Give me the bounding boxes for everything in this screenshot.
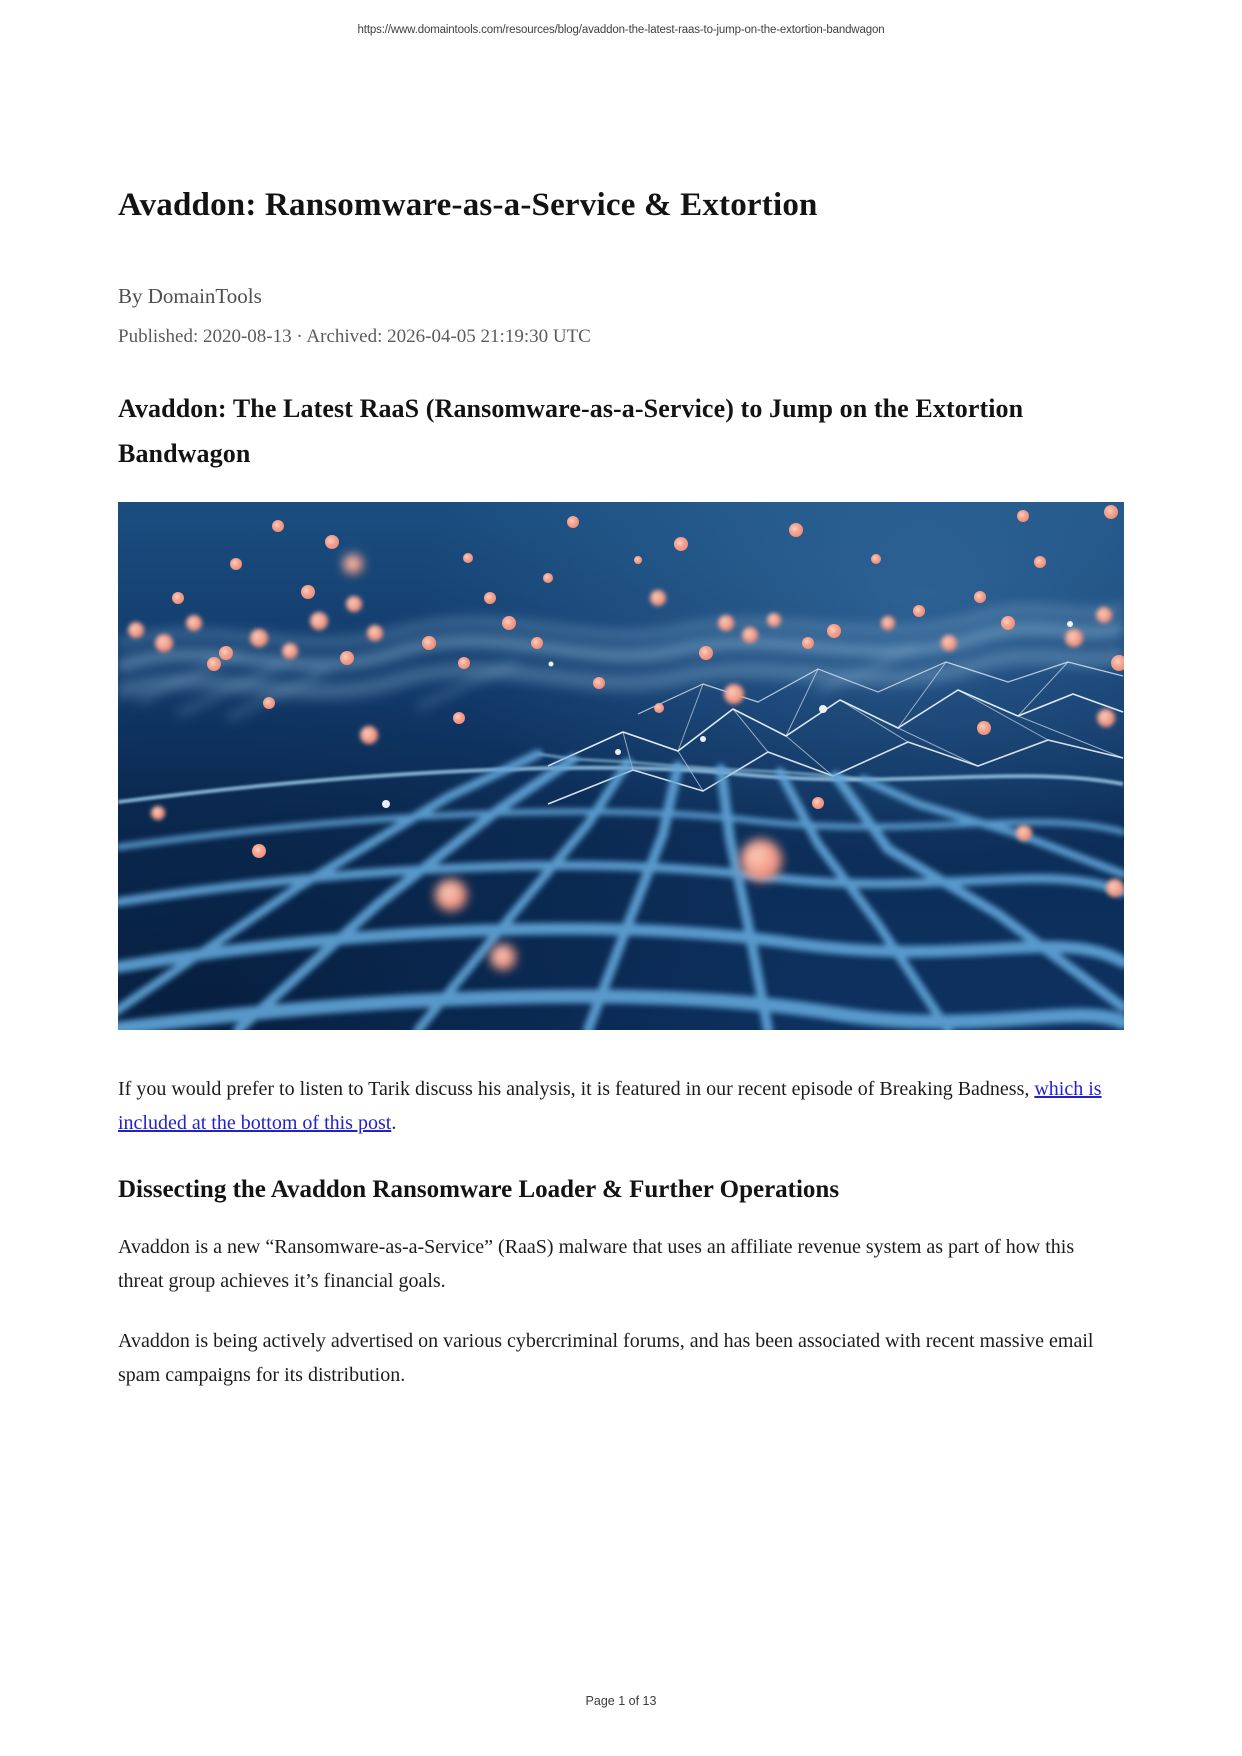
intro-text-before-link: If you would prefer to listen to Tarik discuss his analysis, it is featured in our recent episode of Breaking Badness, xyxy=(118,1078,1035,1101)
intro-paragraph xyxy=(118,1072,1124,1140)
article-body xyxy=(118,0,1124,1392)
paragraph-advertising: Avaddon is being actively advertised on various cybercriminal forums, and has been associated with recent massive email spam campaigns for its distribution. xyxy=(118,1330,1094,1387)
post-heading: Avaddon: The Latest RaaS (Ransomware-as-a-Service) to Jump on the Extortion Bandwagon xyxy=(118,394,1024,469)
page-title: Avaddon: Ransomware-as-a-Service & Extortion xyxy=(118,187,818,223)
page-number-footer: Page 1 of 13 xyxy=(585,1694,657,1708)
published-archived-meta: Published: 2020-08-13 · Archived: 2026-04-05 21:19:30 UTC xyxy=(118,326,591,348)
section-heading-dissecting: Dissecting the Avaddon Ransomware Loader & Further Operations xyxy=(118,1176,840,1204)
printed-page-url: https://www.domaintools.com/resources/blog/avaddon-the-latest-raas-to-jump-on-the-extortion-bandwagon xyxy=(357,24,885,36)
hero-image xyxy=(118,502,1124,1030)
intro-text-after-link: . xyxy=(391,1112,397,1135)
bottom-of-post-link[interactable]: which is included at the bottom of this post xyxy=(118,1078,1102,1135)
paragraph-raas-description: Avaddon is a new “Ransomware-as-a-Service” (RaaS) malware that uses an affiliate revenue system as part of how this threat group achieves it’s financial goals. xyxy=(118,1236,1075,1293)
byline: By DomainTools xyxy=(118,284,262,309)
